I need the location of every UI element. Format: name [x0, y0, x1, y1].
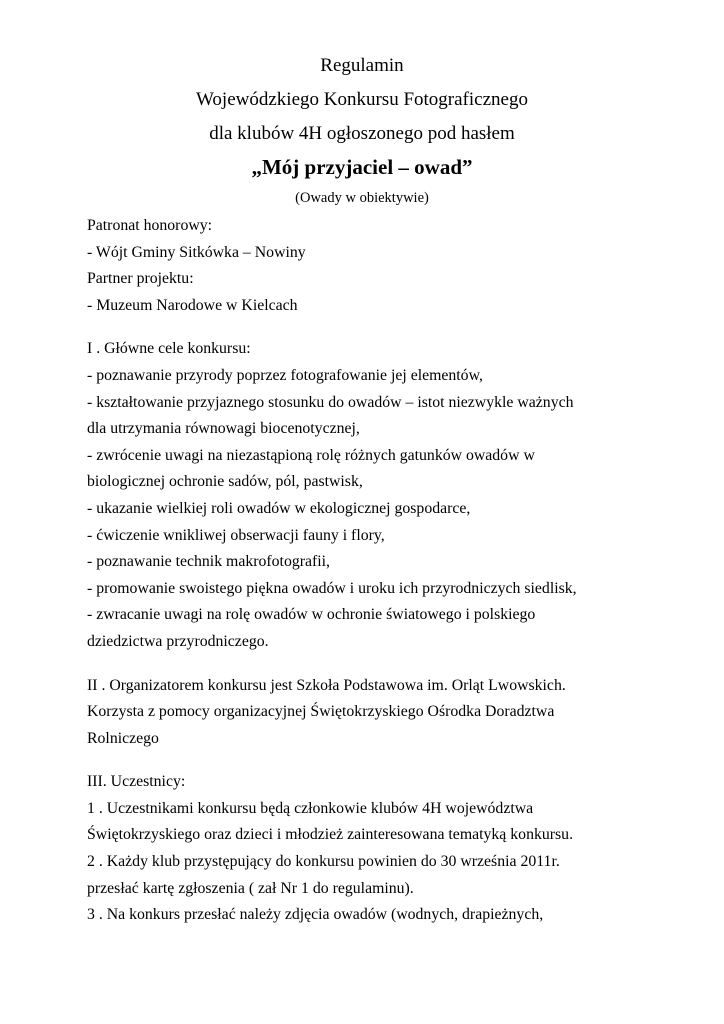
document-body — [87, 213, 697, 929]
patronage-label: Patronat honorowy: — [87, 217, 213, 234]
section-1-line: - poznawanie technik makrofotografii, — [87, 553, 331, 571]
section-2-line: Rolniczego — [87, 729, 159, 747]
section-1-line: - poznawanie przyrody poprzez fotografowanie jej elementów, — [87, 366, 483, 384]
partner-value: - Muzeum Narodowe w Kielcach — [87, 296, 298, 314]
section-1-heading: I . Główne cele konkursu: — [87, 340, 251, 358]
section-3-line: przesłać kartę zgłoszenia ( zał Nr 1 do regulaminu). — [87, 879, 414, 897]
section-1-line: - promowanie swoistego piękna owadów i uroku ich przyrodniczych siedlisk, — [87, 579, 577, 597]
partner-label: Partner projektu: — [87, 270, 194, 288]
section-1-line: - ukazanie wielkiej roli owadów w ekologicznej gospodarce, — [87, 499, 471, 517]
section-1-line: biologicznej ochronie sadów, pól, pastwisk, — [87, 473, 363, 491]
section-1-line: dziedzictwa przyrodniczego. — [87, 632, 269, 650]
section-1-line: - zwracanie uwagi na rolę owadów w ochronie światowego i polskiego — [87, 606, 536, 624]
section-spacer — [87, 319, 697, 336]
section-3-line: Świętokrzyskiego oraz dzieci i młodzież zainteresowana tematyką konkursu. — [87, 826, 574, 844]
document-subtitle-clubs: dla klubów 4H ogłoszonego pod hasłem — [209, 123, 515, 144]
section-3-heading: III. Uczestnicy: — [87, 773, 186, 791]
patronage-value: - Wójt Gminy Sitkówka – Nowiny — [87, 243, 306, 261]
contest-motto-note: (Owady w obiektywie) — [295, 190, 429, 206]
section-1-line: dla utrzymania równowagi biocenotycznej, — [87, 420, 360, 438]
document-title: Regulamin — [320, 55, 404, 76]
section-spacer — [87, 752, 697, 769]
section-2-line: II . Organizatorem konkursu jest Szkoła Podstawowa im. Orląt Lwowskich. — [87, 676, 566, 694]
section-3-line: 1 . Uczestnikami konkursu będą członkowie klubów 4H województwa — [87, 799, 534, 817]
section-1-line: - kształtowanie przyjaznego stosunku do owadów – istot niezwykle ważnych — [87, 393, 574, 411]
section-1-line: - zwrócenie uwagi na niezastąpioną rolę różnych gatunków owadów w — [87, 446, 535, 464]
document-subtitle-contest: Wojewódzkiego Konkursu Fotograficznego — [196, 89, 528, 110]
section-2-line: Korzysta z pomocy organizacyjnej Świętokrzyskiego Ośrodka Doradztwa — [87, 703, 555, 721]
contest-motto: „Mój przyjaciel – owad” — [251, 155, 473, 179]
section-spacer — [87, 656, 697, 673]
section-3-line: 3 . Na konkurs przesłać należy zdjęcia owadów (wodnych, drapieżnych, — [87, 906, 544, 924]
section-1-line: - ćwiczenie wnikliwej obserwacji fauny i flory, — [87, 526, 385, 544]
section-3-line: 2 . Każdy klub przystępujący do konkursu powinien do 30 września 2011r. — [87, 853, 560, 871]
